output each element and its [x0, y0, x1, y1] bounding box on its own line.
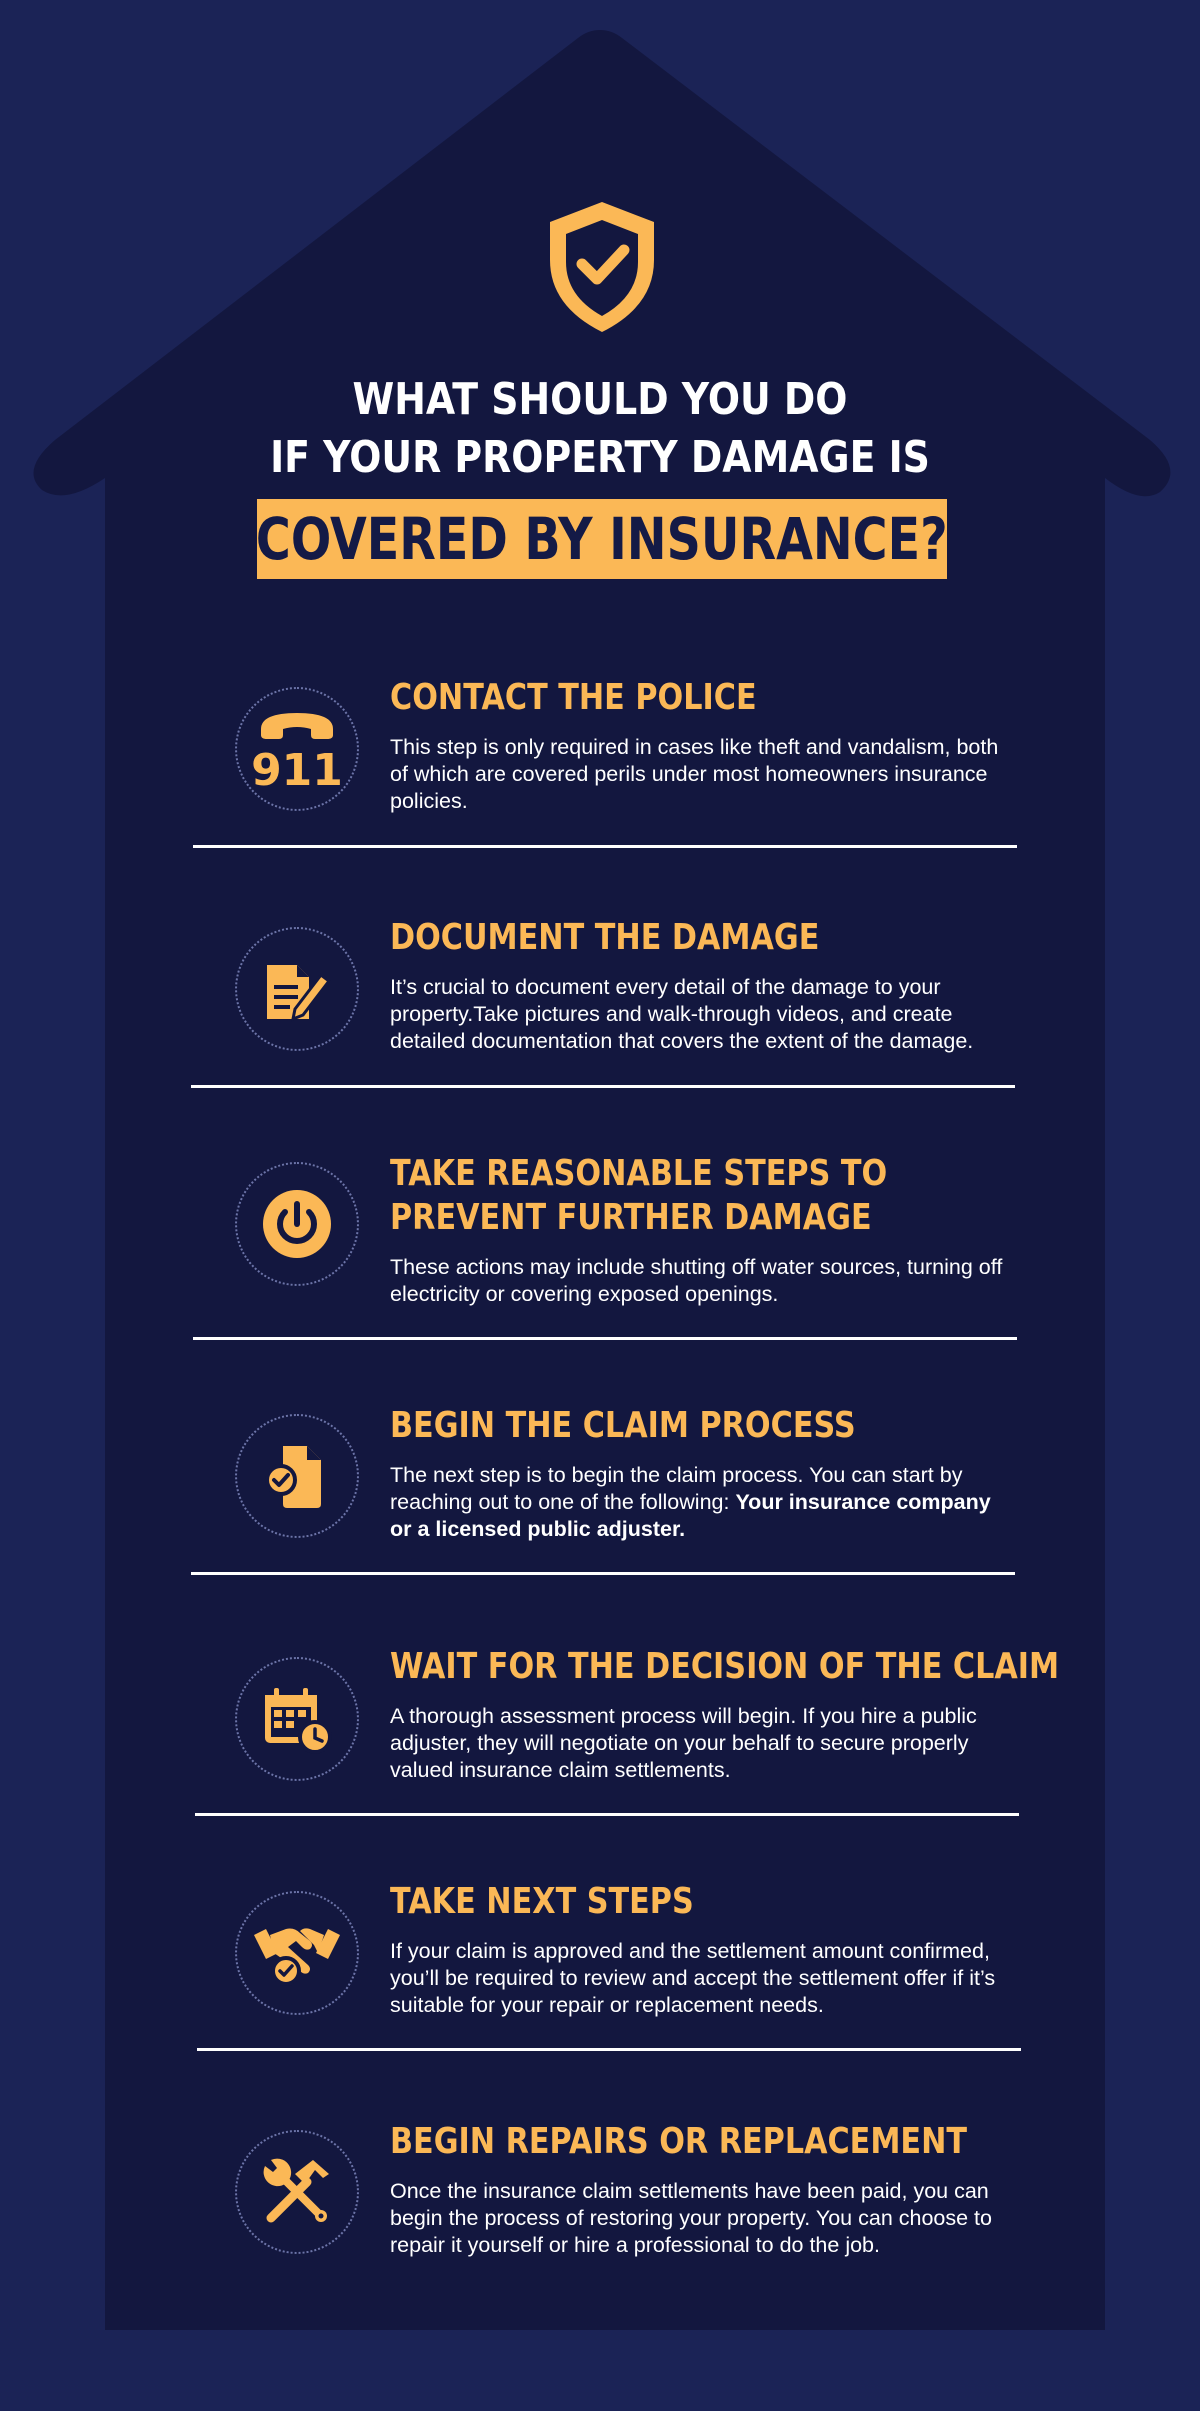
- file-check-icon: [257, 1436, 337, 1516]
- step-title: CONTACT THE POLICE: [390, 677, 757, 718]
- divider: [191, 1572, 1015, 1575]
- step-text: Once the insurance claim settlements have been paid, you can begin the process of restoring your property. You can choose to repair it yourself or hire a professional to do the job.: [390, 2179, 992, 2257]
- step-title: WAIT FOR THE DECISION OF THE CLAIM: [390, 1646, 1060, 1687]
- icon-911-text: 911: [251, 745, 343, 796]
- step-text: [390, 1462, 1010, 1543]
- divider: [193, 845, 1017, 848]
- step-title: TAKE NEXT STEPS: [390, 1881, 694, 1922]
- document-pen-icon: [257, 949, 337, 1029]
- tools-icon: [257, 2152, 337, 2232]
- icon-circle: [235, 687, 359, 811]
- divider: [191, 1085, 1015, 1088]
- step-title: TAKE REASONABLE STEPS TO PREVENT FURTHER DAMAGE: [390, 1153, 888, 1238]
- step-title: BEGIN THE CLAIM PROCESS: [390, 1405, 856, 1446]
- title-line-2: IF YOUR PROPERTY DAMAGE IS: [270, 432, 930, 483]
- phone-911-icon: [247, 699, 347, 799]
- title-highlight-text: COVERED BY INSURANCE?: [256, 505, 948, 573]
- icon-circle: [235, 1414, 359, 1538]
- calendar-clock-icon: [257, 1679, 337, 1759]
- power-icon: [257, 1184, 337, 1264]
- title-highlight: [257, 499, 947, 579]
- icon-circle: [235, 1657, 359, 1781]
- step-text: This step is only required in cases like theft and vandalism, both of which are covered perils under most homeowners insurance policies.: [390, 735, 999, 813]
- step-text-bold: Your insurance company or a licensed public adjuster.: [390, 1490, 991, 1541]
- icon-circle: [235, 927, 359, 1051]
- divider: [197, 2048, 1021, 2051]
- step-text: It’s crucial to document every detail of the damage to your property.Take pictures and walk-through videos, and create detailed documentation that covers the extent of the damage.: [390, 975, 974, 1053]
- icon-circle: [235, 1891, 359, 2015]
- step-text: These actions may include shutting off water sources, turning off electricity or covering exposed openings.: [390, 1255, 1003, 1306]
- title-line-1: WHAT SHOULD YOU DO: [352, 374, 848, 425]
- step-text: A thorough assessment process will begin. If you hire a public adjuster, they will negotiate on your behalf to secure properly valued insurance claim settlements.: [390, 1704, 977, 1782]
- divider: [195, 1813, 1019, 1816]
- divider: [193, 1337, 1017, 1340]
- step-text: If your claim is approved and the settlement amount confirmed, you’ll be required to review and accept the settlement offer if it’s suitable for your repair or replacement needs.: [390, 1939, 996, 2017]
- shield-check-icon: [542, 198, 662, 338]
- step-title: DOCUMENT THE DAMAGE: [390, 917, 820, 958]
- step-title: BEGIN REPAIRS OR REPLACEMENT: [390, 2121, 968, 2162]
- icon-circle: [235, 1162, 359, 1286]
- icon-circle: [235, 2130, 359, 2254]
- step-text-regular: The next step is to begin the claim process. You can start by reaching out to one of the following:: [390, 1463, 963, 1514]
- handshake-icon: [252, 1913, 342, 1993]
